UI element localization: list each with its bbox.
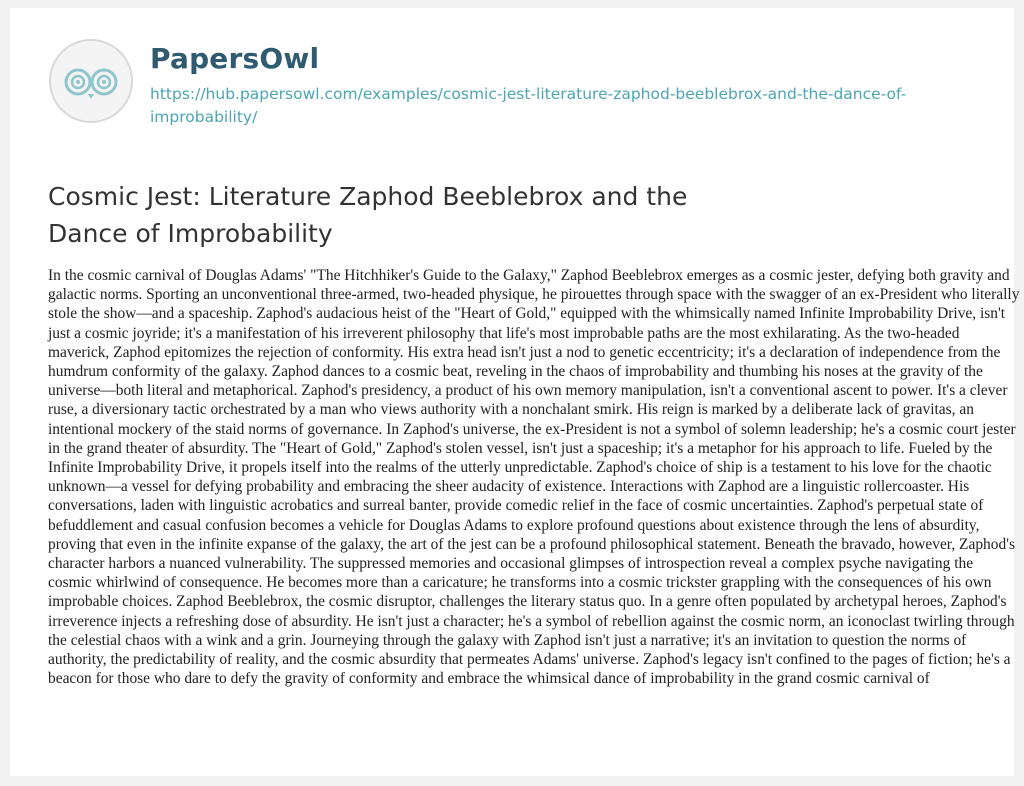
source-url-link[interactable]: https://hub.papersowl.com/examples/cosmic-jest-literature-zaphod-beeblebrox-and-the-dance-of-improbability/ — [150, 85, 907, 126]
owl-eyes-logo-icon — [48, 38, 134, 124]
document-body: In the cosmic carnival of Douglas Adams' "The Hitchhiker's Guide to the Galaxy," Zaphod Beeblebrox emerges as a cosmic jester, defying both gravity and galactic norms. Sporting an unconventional three-armed, two-headed physique, he pirouettes through space with the swagger of an ex-President who literally stole the show—and a spaceship. Zaphod's audacious heist of the "Heart of Gold," equipped with the whimsically named Infinite Improbability Drive, isn't just a cosmic joyride; it's a manifestation of his irreverent philosophy that life's most improbable paths are the most exhilarating. As the two-headed maverick, Zaphod epitomizes the rejection of conformity. His extra head isn't just a nod to genetic eccentricity; it's a declaration of independence from the humdrum conformity of the galaxy. Zaphod dances to a cosmic beat, reveling in the chaos of improbability and thumbing his noses at the gravity of the universe—both literal and metaphorical. Zaphod's presidency, a product of his own memory manipulation, isn't a conventional ascent to power. It's a clever ruse, a diversionary tactic orchestrated by a man who views authority with a nonchalant smirk. His reign is marked by a deliberate lack of gravitas, an intentional mockery of the staid norms of governance. In Zaphod's universe, the ex-President is not a symbol of solemn leadership; he's a cosmic court jester in the grand theater of absurdity. The "Heart of Gold," Zaphod's stolen vessel, isn't just a spaceship; it's a metaphor for his approach to life. Fueled by the Infinite Improbability Drive, it propels itself into the realms of the utterly unpredictable. Zaphod's choice of ship is a testament to his love for the chaotic unknown—a vessel for defying probability and embracing the sheer audacity of existence. Interactions with Zaphod are a linguistic rollercoaster. His conversations, laden with linguistic acrobatics and surreal banter, provide comedic relief in the face of cosmic uncertainties. Zaphod's perpetual state of befuddlement and casual confusion becomes a vehicle for Douglas Adams to explore profound questions about existence through the lens of absurdity, proving that even in the infinite expanse of the galaxy, the art of the jest can be a profound philosophical statement. Beneath the bravado, however, Zaphod's character harbors a nuanced vulnerability. The suppressed memories and occasional glimpses of introspection reveal a complex psyche navigating the cosmic whirlwind of consequence. He becomes more than a caricature; he transforms into a cosmic trickster grappling with the consequences of his own improbable choices. Zaphod Beeblebrox, the cosmic disruptor, challenges the literary status quo. In a genre often populated by archetypal heroes, Zaphod's irreverence injects a refreshing dose of absurdity. He isn't just a character; he's a symbol of rebellion against the cosmic norm, an iconoclast twirling through the celestial chaos with a wink and a grin. Journeying through the galaxy with Zaphod isn't just a narrative; it's an invitation to question the norms of authority, the predictability of reality, and the cosmic absurdity that permeates Adams' universe. Zaphod's legacy isn't confined to the pages of fiction; he's a beacon for those who dare to defy the gravity of conformity and embrace the whimsical dance of improbability in the grand cosmic carnival of — [48, 267, 1020, 688]
brand-name: PapersOwl — [150, 42, 320, 75]
header — [48, 38, 910, 129]
document-page — [10, 8, 1020, 776]
document-title: Cosmic Jest: Literature Zaphod Beeblebrox and the Dance of Improbability — [48, 182, 688, 248]
brand-block — [150, 38, 910, 129]
